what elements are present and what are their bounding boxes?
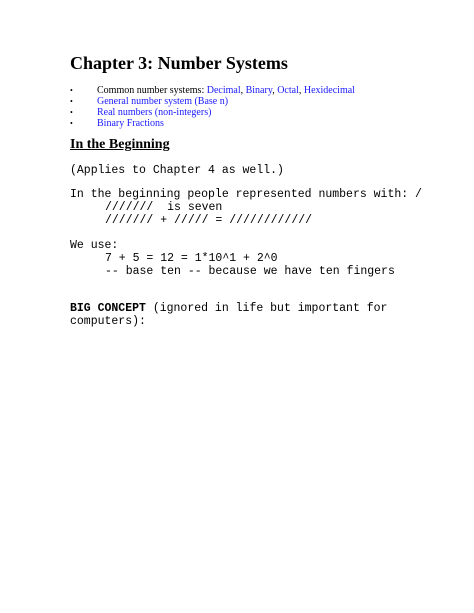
- bullet-icon: •: [70, 108, 73, 117]
- link-hexidecimal[interactable]: Hexidecimal: [303, 85, 355, 96]
- list-item-prefix: Common number systems:: [97, 85, 207, 96]
- sum-line: /////// + ///// = ////////////: [105, 214, 313, 227]
- link-real-numbers[interactable]: Real numbers (non-integers): [97, 107, 212, 118]
- we-use-label: We use:: [70, 239, 119, 252]
- list-item: [70, 96, 355, 107]
- link-decimal[interactable]: Decimal: [206, 85, 241, 96]
- equation-line: 7 + 5 = 12 = 1*10^1 + 2^0: [105, 252, 278, 265]
- big-concept-label: BIG CONCEPT: [70, 302, 146, 315]
- link-binary[interactable]: Binary: [245, 85, 273, 96]
- link-binary-fractions[interactable]: Binary Fractions: [97, 118, 164, 129]
- section-heading: In the Beginning: [70, 137, 170, 152]
- base-ten-line: -- base ten -- because we have ten fingers: [105, 265, 395, 278]
- list-item: [70, 85, 355, 96]
- big-concept-line: [70, 302, 387, 315]
- big-concept-continuation: computers):: [70, 315, 146, 328]
- beginning-line: In the beginning people represented numbers with: /: [70, 188, 422, 201]
- seven-line: /////// is seven: [105, 201, 223, 214]
- big-concept-text: (ignored in life but important for: [145, 302, 388, 315]
- separator: ,: [298, 85, 304, 96]
- topic-list: [70, 85, 355, 129]
- list-item: [70, 118, 355, 129]
- link-general-number-system[interactable]: General number system (Base n): [97, 96, 229, 107]
- bullet-icon: •: [70, 86, 73, 95]
- bullet-icon: •: [70, 97, 73, 106]
- chapter-title: Chapter 3: Number Systems: [70, 53, 288, 73]
- separator: ,: [240, 85, 246, 96]
- applies-note: (Applies to Chapter 4 as well.): [70, 164, 284, 177]
- list-item: [70, 107, 355, 118]
- separator: ,: [272, 85, 278, 96]
- bullet-icon: •: [70, 119, 73, 128]
- link-octal[interactable]: Octal: [277, 85, 299, 96]
